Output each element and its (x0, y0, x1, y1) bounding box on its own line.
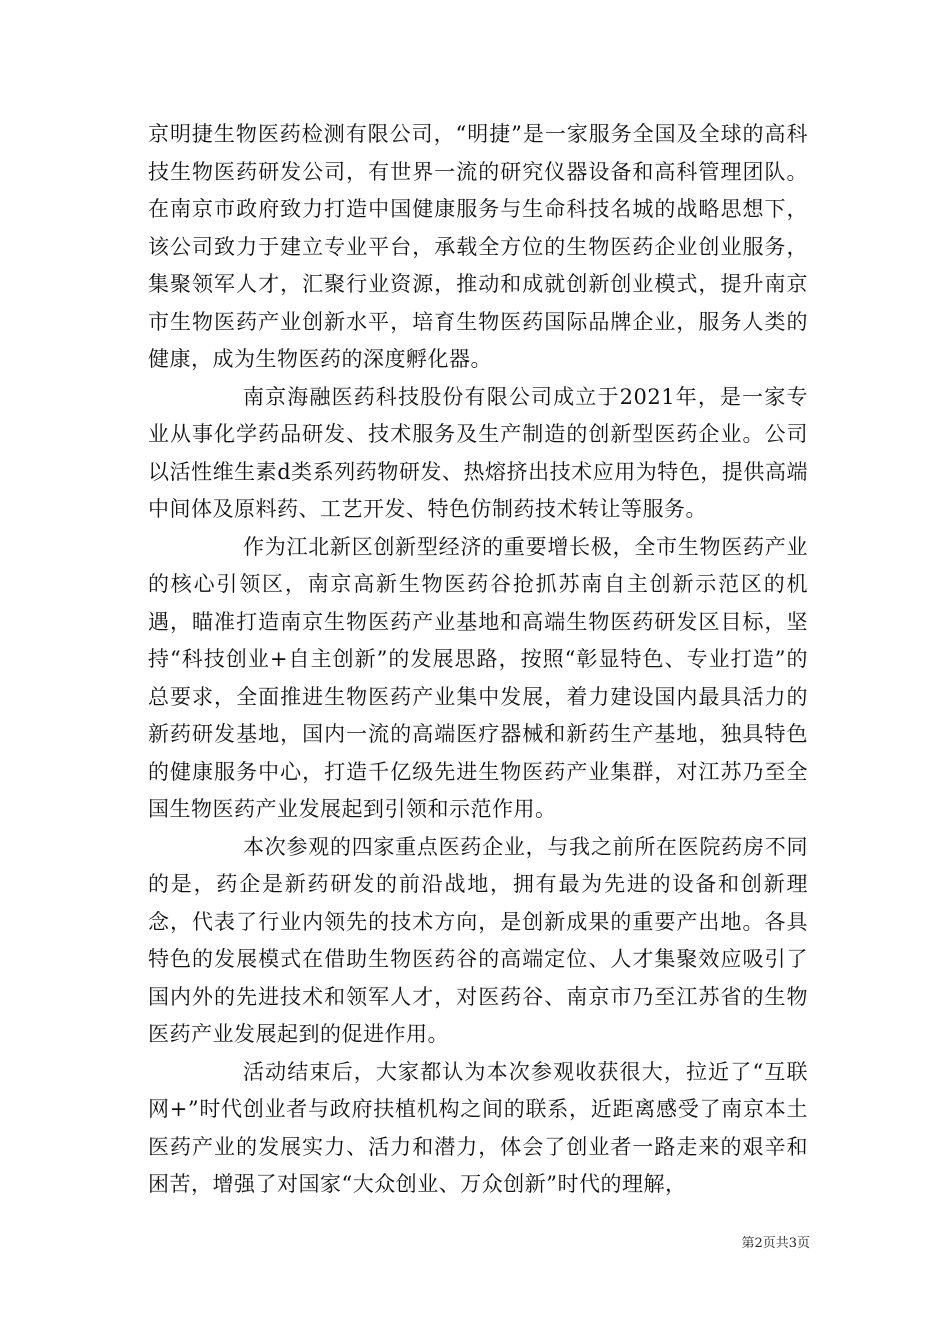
document-body (148, 116, 808, 1204)
paragraph-hairong: 南京海融医药科技股份有限公司成立于2021年，是一家专业从事化学药品研发、技术服务及生产制造的创新型医药企业。公司以活性维生素d类系列药物研发、热熔挤出技术应用为特色，提供高端中间体及原料药、工艺开发、特色仿制药技术转让等服务。 (148, 384, 808, 521)
paragraph-continued: 京明捷生物医药检测有限公司，“明捷”是一家服务全国及全球的高科技生物医药研发公司，有世界一流的研究仪器设备和高科管理团队。在南京市政府致力打造中国健康服务与生命科技名城的战略思想下，该公司致力于建立专业平台，承载全方位的生物医药企业创业服务，集聚领军人才，汇聚行业资源，推动和成就创新创业模式，提升南京市生物医药产业创新水平，培育生物医药国际品牌企业，服务人类的健康，成为生物医药的深度孵化器。 (148, 122, 808, 371)
paragraph-conclusion: 活动结束后，大家都认为本次参观收获很大，拉近了“互联网+”时代创业者与政府扶植机构之间的联系，近距离感受了南京本土医药产业的发展实力、活力和潜力，体会了创业者一路走来的艰辛和困苦，增强了对国家“大众创业、万众创新”时代的理解， (148, 1059, 808, 1196)
paragraph-biomedical-valley: 作为江北新区创新型经济的重要增长极，全市生物医药产业的核心引领区，南京高新生物医药谷抢抓苏南自主创新示范区的机遇，瞄准打造南京生物医药产业基地和高端生物医药研发区目标，坚持“科技创业+自主创新”的发展思路，按照“彰显特色、专业打造”的总要求，全面推进生物医药产业集中发展，着力建设国内最具活力的新药研发基地，国内一流的高端医疗器械和新药生产基地，独具特色的健康服务中心，打造千亿级先进生物医药产业集群，对江苏乃至全国生物医药产业发展起到引领和示范作用。 (148, 534, 808, 821)
paragraph-visit-reflection: 本次参观的四家重点医药企业，与我之前所在医院药房不同的是，药企是新药研发的前沿战地，拥有最为先进的设备和创新理念，代表了行业内领先的技术方向，是创新成果的重要产出地。各具特色的发展模式在借助生物医药谷的高端定位、人才集聚效应吸引了国内外的先进技术和领军人才，对医药谷、南京市乃至江苏省的生物医药产业发展起到的促进作用。 (148, 834, 808, 1046)
page-number: 第2页共3页 (741, 1236, 810, 1251)
